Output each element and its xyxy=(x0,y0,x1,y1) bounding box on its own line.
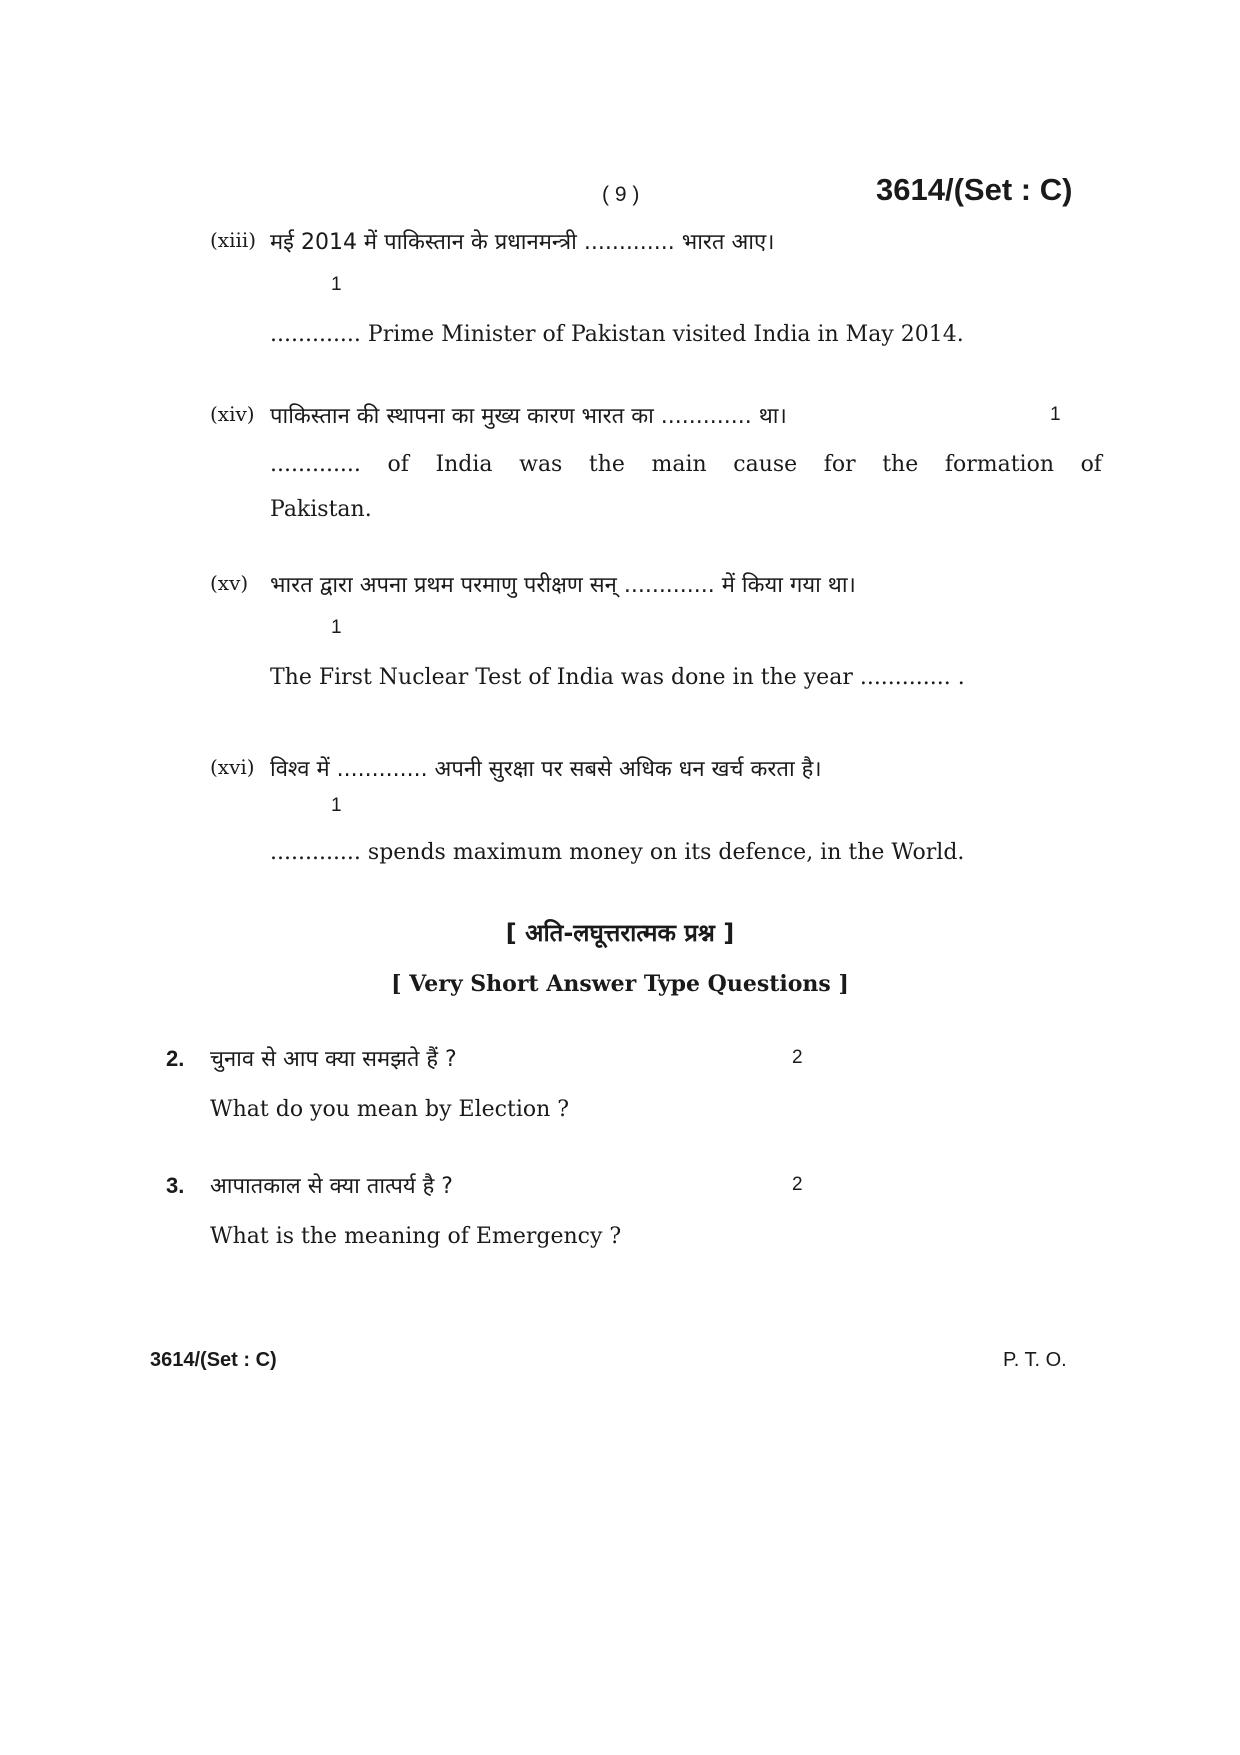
word: was xyxy=(519,452,563,477)
question-number: 3. xyxy=(166,1173,185,1198)
word: formation xyxy=(944,452,1054,477)
page-number: ( 9 ) xyxy=(602,183,640,206)
question-hindi-text: आपातकाल से क्या तात्पर्य है ? xyxy=(210,1174,453,1199)
question-number: 2. xyxy=(166,1046,185,1071)
marks: 1 xyxy=(331,274,342,295)
section-heading-english: [ Very Short Answer Type Questions ] xyxy=(391,971,849,997)
question-english-text: What do you mean by Election ? xyxy=(210,1097,570,1122)
pto-label: P. T. O. xyxy=(1003,1349,1067,1371)
question-english-text: ............. Prime Minister of Pakistan visited India in May 2014. xyxy=(270,322,964,347)
word: of xyxy=(387,452,409,477)
question-hindi-text: विश्व में ............. अपनी सुरक्षा पर सबसे अधिक धन खर्च करता है। xyxy=(270,757,822,782)
paper-code-header: 3614/(Set : C) xyxy=(876,172,1073,207)
question-number: (xvi) xyxy=(210,755,255,779)
word: cause xyxy=(733,452,798,477)
marks: 1 xyxy=(331,795,342,816)
word: India xyxy=(435,452,493,477)
section-heading-hindi: [ अति-लघूत्तरात्मक प्रश्न ] xyxy=(505,919,735,947)
question-hindi-text: मई 2014 में पाकिस्तान के प्रधानमन्त्री ............. भारत आए। xyxy=(270,230,775,255)
marks: 2 xyxy=(792,1174,803,1195)
paper-code-footer: 3614/(Set : C) xyxy=(150,1349,277,1371)
word: the xyxy=(588,452,625,477)
word: main xyxy=(651,452,707,477)
word: for xyxy=(823,452,856,477)
question-hindi-text: पाकिस्तान की स्थापना का मुख्य कारण भारत का ............. था। xyxy=(270,404,787,429)
question-hindi-text: भारत द्वारा अपना प्रथम परमाणु परीक्षण सन् ............. में किया गया था। xyxy=(270,573,856,598)
word: ............. xyxy=(270,452,361,477)
question-english-text: The First Nuclear Test of India was done in the year ............. . xyxy=(270,665,965,690)
question-english-text: What is the meaning of Emergency ? xyxy=(210,1224,622,1249)
question-hindi-text: चुनाव से आप क्या समझते हैं ? xyxy=(210,1047,457,1072)
question-number: (xiii) xyxy=(210,228,257,252)
question-english-text xyxy=(270,452,1102,477)
word: the xyxy=(882,452,919,477)
marks: 1 xyxy=(331,617,342,638)
question-english-text-continued: Pakistan. xyxy=(270,497,372,522)
question-number: (xv) xyxy=(210,571,249,595)
question-number: (xiv) xyxy=(210,402,255,426)
word: of xyxy=(1080,452,1102,477)
marks: 1 xyxy=(1050,404,1061,425)
marks: 2 xyxy=(792,1047,803,1068)
question-english-text: ............. spends maximum money on its defence, in the World. xyxy=(270,840,965,865)
